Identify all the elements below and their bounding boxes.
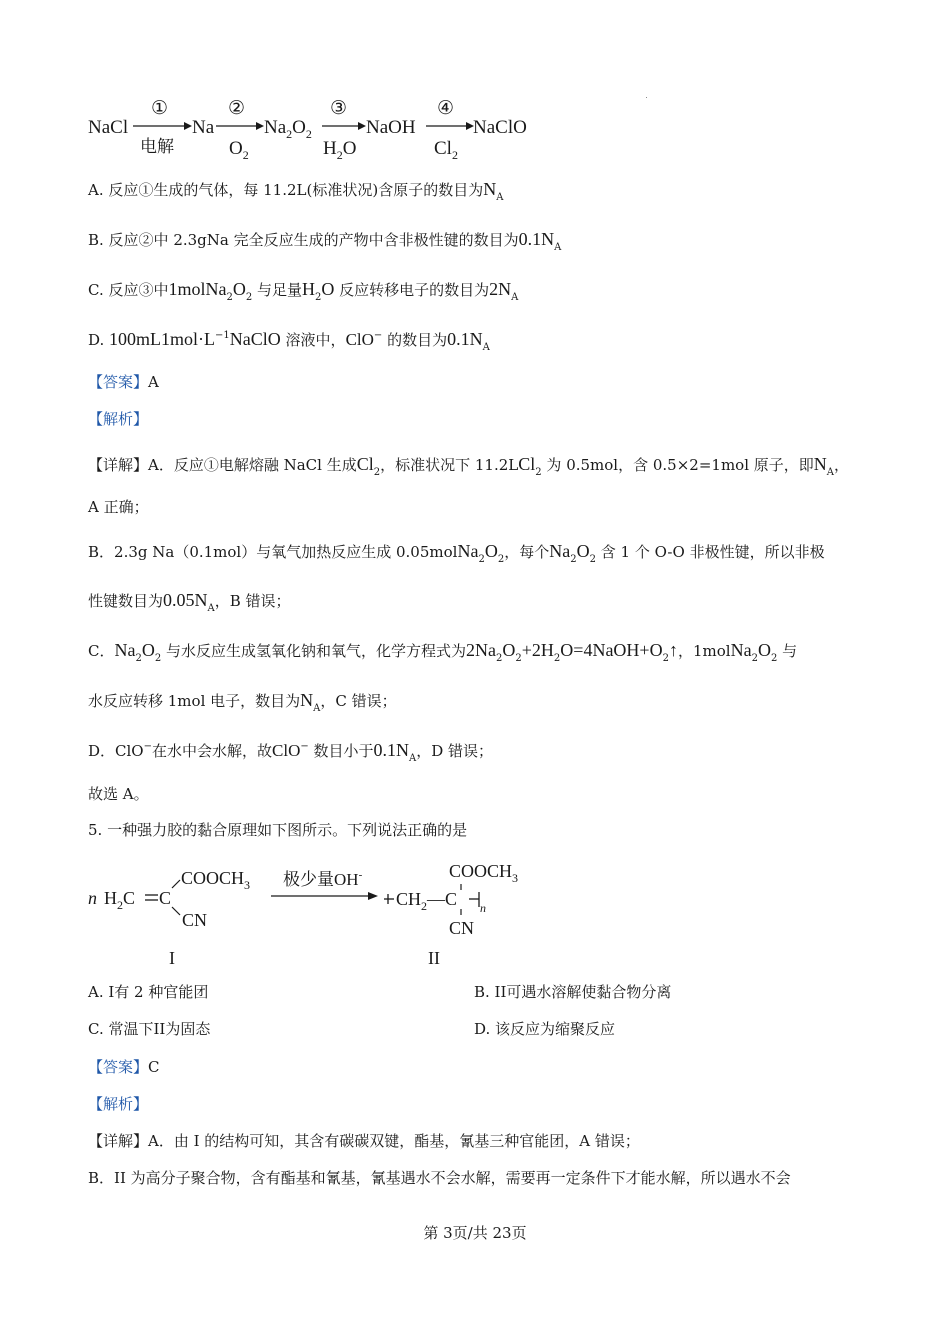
scheme-nacl: NaCl	[88, 117, 129, 138]
q4-option-a: A. 反应①生成的气体，每 11.2L(标准状况)含原子的数目为$N_A$	[88, 179, 504, 203]
q5-stem: 5. 一种强力胶的黏合原理如下图所示。下列说法正确的是	[88, 821, 468, 839]
q4-option-d: D. $100mL1mol\cdot L^{-1}NaClO$ 溶液中，ClO− 的数目为$0.1N_A$	[88, 329, 490, 353]
q5-polymerization-figure	[88, 852, 548, 967]
scheme-naclo: NaClO	[473, 117, 527, 138]
scheme-naoh: NaOH	[366, 117, 416, 138]
scheme-na: Na	[192, 117, 215, 138]
fig-n-sub: n	[480, 901, 486, 915]
q4-detail-c: C．$Na_2O_2$ 与水反应生成氢氧化钠和氧气，化学方程式为$2Na_2O_2+2H_2O=4NaOH+O_2↑$，$1molNa_2O_2$ 与	[88, 640, 798, 664]
q4-detail-d: D．ClO−在水中会水解，故ClO− 数目小于$0.1N_A$，D 错误；	[88, 740, 494, 764]
q4-answer: 【答案】A	[88, 373, 159, 391]
fig-ch2: $CH_2—C$	[396, 889, 458, 913]
fig-h2c: $H_2C$	[104, 888, 136, 912]
fig-cn-left: CN	[182, 910, 208, 930]
q5-detail-a: 【详解】A．由 I 的结构可知，其含有碳碳双键，酯基，氰基三种官能团，A 错误；	[88, 1132, 640, 1150]
scheme-cond-4: $Cl_2$	[434, 138, 458, 162]
fig-c: C	[159, 888, 172, 908]
q5-option-c: C. 常温下II为固态	[88, 1020, 211, 1038]
page-footer: 第 3页/共 23页	[423, 1224, 527, 1242]
q4-analysis-heading: 【解析】	[88, 410, 149, 428]
scheme-num-1: ①	[151, 98, 169, 119]
fig-cooch3-right: $COOCH_3$	[449, 861, 519, 885]
q4-option-c: C. 反应③中$1molNa_2O_2$ 与足量$H_2O$ 反应转移电子的数目为$2N_A$	[88, 279, 519, 303]
q5-option-d: D. 该反应为缩聚反应	[474, 1020, 616, 1038]
reaction-scheme	[88, 92, 648, 162]
q5-answer: 【答案】C	[88, 1058, 160, 1076]
fig-cn-right: CN	[449, 918, 475, 938]
scheme-num-4: ④	[437, 98, 455, 119]
q5-analysis-heading: 【解析】	[88, 1095, 149, 1113]
fig-n: n	[88, 888, 97, 908]
scheme-cond-3: $H_2O$	[323, 138, 357, 162]
q5-option-a: A. I有 2 种官能团	[88, 983, 209, 1001]
q5-option-b: B. II可遇水溶解使黏合物分离	[474, 983, 672, 1001]
scheme-na2o2: $Na_2O_2$	[264, 117, 312, 141]
fig-label-ii: II	[428, 948, 440, 967]
q4-detail-a-cont: A 正确；	[88, 498, 149, 516]
scheme-cond-2: $O_2$	[229, 138, 249, 162]
q4-detail-b: B．2.3g Na（0.1mol）与氧气加热反应生成 $0.05molNa_2O_2$，每个$Na_2O_2$ 含 1 个 O-O 非极性键，所以非极	[88, 541, 825, 565]
q4-detail-a: 【详解】A．反应①电解熔融 NaCl 生成$Cl_2$，标准状况下 11.2LCl$_2$ 为 0.5mol，含 0.5×2=1mol 原子，即$N_A$，	[88, 454, 850, 478]
fig-label-i: I	[169, 948, 175, 967]
scheme-num-3: ③	[330, 98, 348, 119]
q4-detail-c-cont: 水反应转移 1mol 电子，数目为$N_A$，C 错误；	[88, 690, 397, 714]
scheme-num-2: ②	[228, 98, 246, 119]
q4-conclusion: 故选 A。	[88, 785, 149, 803]
q5-detail-b: B．II 为高分子聚合物，含有酯基和氰基，氰基遇水不会水解，需要再一定条件下才能水解，所以遇水不会	[88, 1169, 791, 1187]
scheme-cond-1: 电解	[140, 137, 174, 156]
fig-condition: 极少量OH-	[283, 869, 363, 889]
q4-detail-b-cont: 性键数目为$0.05N_A$，B 错误；	[88, 590, 291, 614]
fig-cooch3-left: $COOCH_3$	[181, 868, 251, 892]
q4-option-b: B. 反应②中 2.3gNa 完全反应生成的产物中含非极性键的数目为$0.1N_A$	[88, 229, 562, 253]
